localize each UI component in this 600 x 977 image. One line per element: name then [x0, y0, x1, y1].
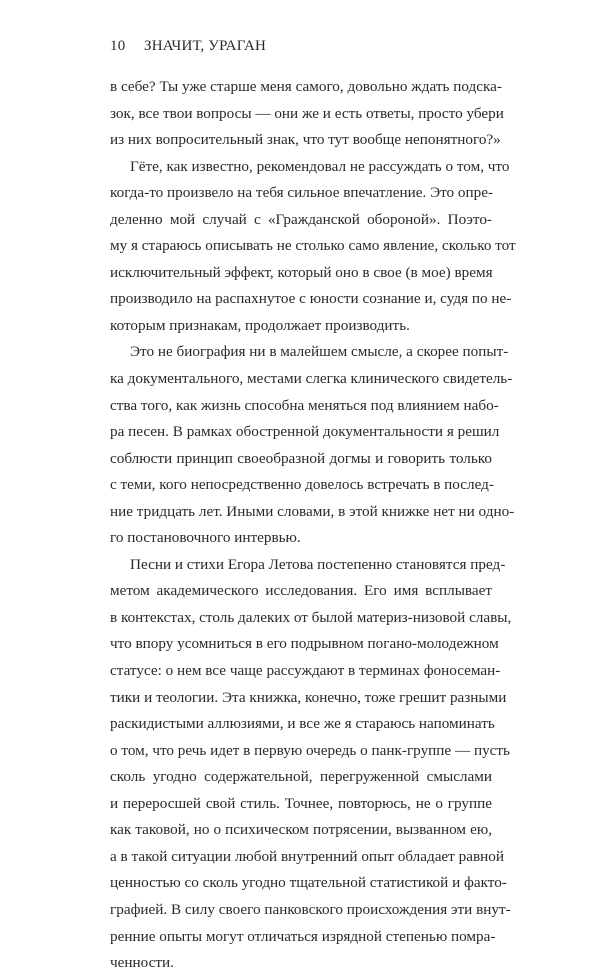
text-line: раскидистыми аллюзиями, и все же я стараюсь напоминать	[110, 715, 495, 733]
text-line: ценностью со сколь угодно тщательной статистикой и факто-	[110, 874, 507, 892]
text-line: с теми, кого непосредственно довелось встречать в послед-	[110, 476, 494, 494]
text-line: в контекстах, столь далеких от былой материз-низовой славы,	[110, 608, 512, 626]
text-line: соблюсти принцип своеобразной догмы и говорить только	[110, 449, 492, 467]
text-line: ренние опыты могут отличаться изрядной степенью помра-	[110, 927, 496, 945]
text-line: тики и теологии. Эта книжка, конечно, тоже грешит разными	[110, 688, 507, 706]
paragraph-3	[110, 339, 515, 551]
text-line: производило на распахнутое с юности сознание и, судя по не-	[110, 290, 512, 308]
text-line: зок, все твои вопросы — они же и есть ответы, просто убери	[110, 104, 504, 122]
text-line: Песни и стихи Егора Летова постепенно становятся пред-	[130, 555, 506, 573]
running-head	[110, 38, 266, 58]
text-line: статусе: о нем все чаще рассуждают в терминах фоносеман-	[110, 662, 501, 680]
text-line: из них вопросительный знак, что тут вообще непонятного?»	[110, 131, 501, 149]
text-line: ка документального, местами слегка клинического свидетель-	[110, 370, 513, 388]
text-line: ства того, как жизнь способна меняться под влиянием набо-	[110, 396, 499, 414]
chapter-title: ЗНАЧИТ, УРАГАН	[144, 38, 267, 54]
paragraph-1	[110, 74, 504, 154]
text-line: ченности.	[110, 954, 174, 972]
text-line: когда-то произвело на тебя сильное впечатление. Это опре-	[110, 184, 494, 202]
text-line: му я стараюсь описывать не столько само явление, сколько тот	[110, 237, 516, 255]
text-line: а в такой ситуации любой внутренний опыт обладает равной	[110, 847, 504, 865]
text-line: что впору усомниться в его подрывном погано-молодежном	[110, 635, 499, 653]
text-line: ра песен. В рамках обостренной документальности я решил	[110, 423, 500, 441]
paragraph-2	[110, 154, 516, 340]
text-line: исключительный эффект, который оно в свое (в мое) время	[110, 263, 493, 281]
text-line: ние тридцать лет. Иными словами, в этой книжке нет ни одно-	[110, 502, 515, 520]
text-line: и переросшей свой стиль. Точнее, повторюсь, не о группе	[110, 794, 492, 812]
text-line: в себе? Ты уже старше меня самого, довольно ждать подска-	[110, 78, 502, 95]
text-line: метом академического исследования. Его имя всплывает	[110, 582, 492, 600]
text-line: деленно мой случай с «Гражданской обороной». Поэто-	[110, 210, 492, 228]
body-text	[110, 74, 516, 977]
text-line: Гёте, как известно, рекомендовал не рассуждать о том, что	[130, 157, 510, 175]
text-line: сколь угодно содержательной, перегруженной смыслами	[110, 768, 492, 786]
text-line: го постановочного интервью.	[110, 529, 301, 547]
text-line: как таковой, но о психическом потрясении, вызванном ею,	[110, 821, 492, 839]
text-line: которым признакам, продолжает производить.	[110, 316, 410, 334]
text-line: о том, что речь идет в первую очередь о панк-группе — пусть	[110, 741, 510, 759]
page-number: 10	[110, 38, 126, 54]
paragraph-4	[110, 552, 512, 977]
text-line: Это не биография ни в малейшем смысле, а скорее попыт-	[130, 343, 509, 361]
text-line: графией. В силу своего панковского происхождения эти внут-	[110, 900, 511, 918]
